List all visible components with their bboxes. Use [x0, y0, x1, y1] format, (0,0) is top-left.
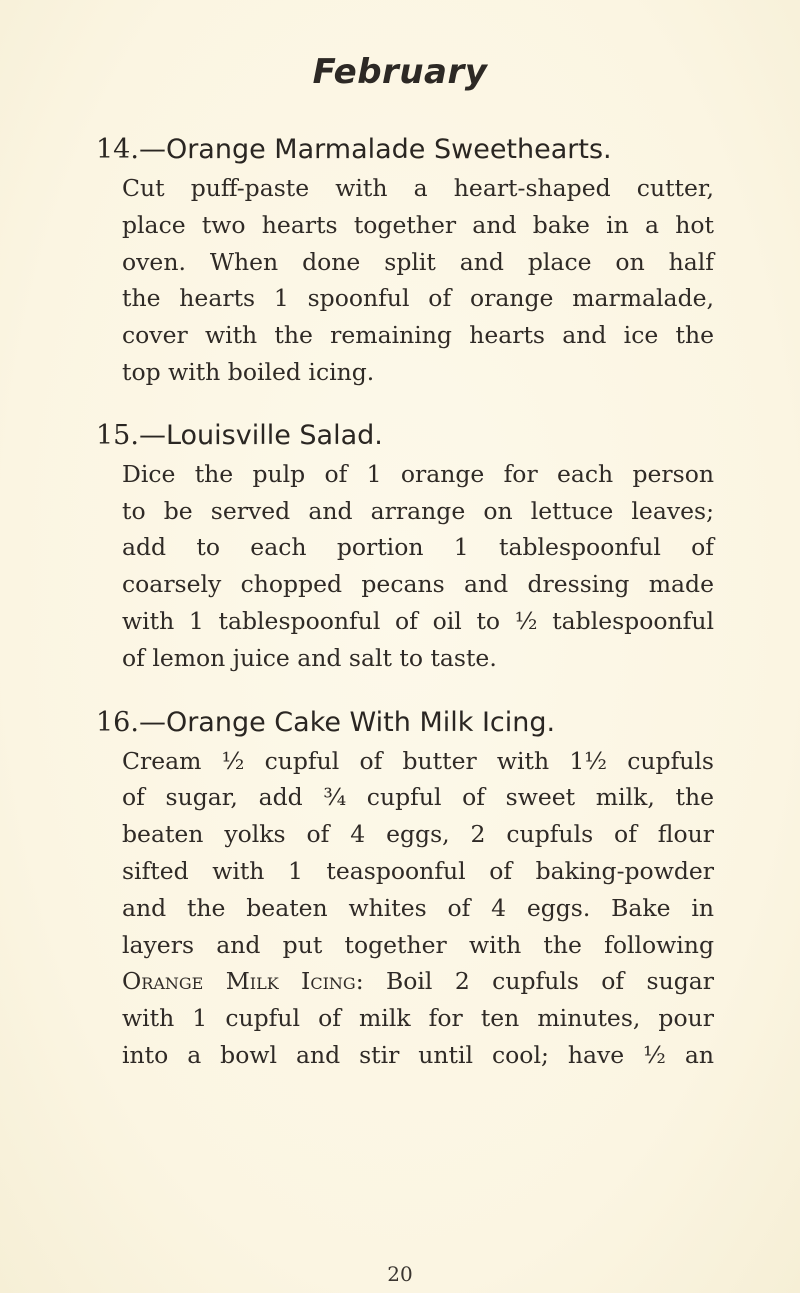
- text-line: layers and put together with the following: [122, 930, 714, 959]
- text-line: of sugar, add ¾ cupful of sweet milk, the: [122, 783, 714, 812]
- text-line: the hearts 1 spoonful of orange marmalade,: [122, 284, 714, 313]
- recipe-15: [96, 416, 714, 677]
- text-line: with 1 cupful of milk for ten minutes, pour: [122, 1004, 714, 1033]
- recipe-body: [96, 456, 714, 677]
- page-number: 20: [387, 1262, 413, 1286]
- text-line: Cream ½ cupful of butter with 1½ cupfuls: [122, 746, 714, 775]
- text-line: into a bowl and stir until cool; have ½ an: [122, 1040, 714, 1069]
- text-line: add to each portion 1 tablespoonful of: [122, 533, 714, 562]
- text-line: to be served and arrange on lettuce leaves;: [122, 496, 714, 525]
- text-line: oven. When done split and place on half: [122, 247, 714, 276]
- recipe-16: [96, 703, 714, 1074]
- recipe-number: 16.: [96, 706, 139, 738]
- recipe-body: [96, 743, 714, 1074]
- recipe-number: 15.: [96, 419, 139, 451]
- text-line: Dice the pulp of 1 orange for each person: [122, 459, 714, 488]
- text-line: Cut puff-paste with a heart-shaped cutter,: [122, 174, 714, 202]
- subhead: Orange Milk Icing: [122, 967, 356, 996]
- recipe-title: [96, 703, 714, 743]
- text-line: and the beaten whites of 4 eggs. Bake in: [122, 893, 714, 922]
- recipe-14: [96, 130, 714, 391]
- text-line: coarsely chopped pecans and dressing made: [122, 570, 714, 599]
- text-line: of lemon juice and salt to taste.: [122, 643, 497, 672]
- text-line: sifted with 1 teaspoonful of baking-powder: [122, 856, 714, 885]
- recipe-title: [96, 130, 714, 170]
- recipe-title: [96, 416, 714, 456]
- page-content: [96, 130, 714, 1074]
- recipe-name: —Louisville Salad.: [138, 419, 383, 451]
- subhead-rest: : Boil 2 cupfuls of sugar: [355, 967, 714, 996]
- running-head: February: [312, 52, 488, 92]
- text-line: top with boiled icing.: [122, 357, 375, 386]
- text-line: [96, 963, 714, 1000]
- recipe-name: —Orange Cake With Milk Icing.: [138, 706, 556, 738]
- recipe-name: —Orange Marmalade Sweethearts.: [138, 134, 612, 165]
- recipe-number: 14.: [96, 134, 139, 165]
- text-line: beaten yolks of 4 eggs, 2 cupfuls of flour: [122, 820, 714, 849]
- text-line: with 1 tablespoonful of oil to ½ tablespoonful: [122, 606, 714, 635]
- text-line: cover with the remaining hearts and ice the: [122, 321, 714, 350]
- text-line: place two hearts together and bake in a hot: [122, 210, 714, 239]
- recipe-body: [96, 170, 714, 391]
